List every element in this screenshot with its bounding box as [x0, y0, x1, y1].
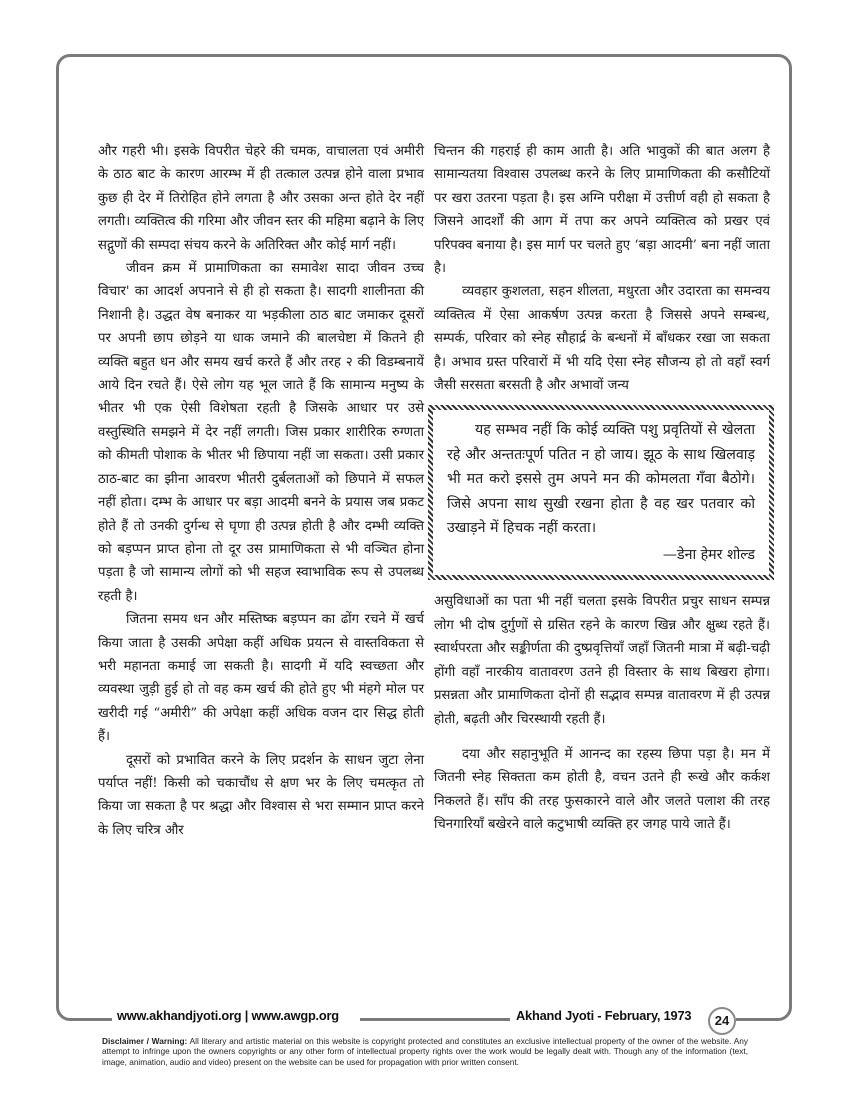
quote-attribution: —डेना हेमर शोल्ड: [662, 546, 755, 563]
disclaimer: [102, 1036, 748, 1067]
left-column: [98, 140, 424, 842]
right-paragraph-2: व्यवहार कुशलता, सहन शीलता, मधुरता और उदारता का समन्वय व्यक्तित्व में ऐसा आकर्षण उत्पन्न करता है जिससे अपने सम्बन्ध, सम्पर्क, परिवार को स्नेह सौहार्द्र के बन्धनों में बाँधकर रखा जा सकता है। अभाव ग्रस्त परिवारों में भी यदि ऐसा स्नेह सौजन्य हो तो वहाँ स्वर्ग जैसी सरसता बरसती है और अभावों जन्य: [434, 284, 770, 394]
quote-text: यह सम्भव नहीं कि कोई व्यक्ति पशु प्रवृतियों से खेलता रहे और अन्ततःपूर्ण पतित न हो जाय। झूठ के साथ खिलवाड़ भी मत करो इससे तुम अपने मन की कोमलता गँवा बैठोगे। जिसे अपना साथ सुखी रखना होता है वह खर पतवार को उखाड़ने में हिचक नहीं करता।: [447, 422, 755, 537]
page-number-badge: 24: [708, 1007, 736, 1035]
left-paragraph-4: दूसरों को प्रभावित करने के लिए प्रदर्शन के साधन जुटा लेना पर्याप्त नहीं! किसी को चकाचौंध से क्षण भर के लिए चमत्कृत तो किया जा सकता है पर श्रद्धा और विश्वास से भरा सम्मान प्राप्त करने के लिए चरित्र और: [98, 752, 424, 838]
quote-box: [428, 405, 774, 580]
disclaimer-text: All literary and artistic material on this website is copyright protected and constitutes an exclusive intellectual property of the owner of the website. Any attempt to infringe upon the owners copyrights or any other form of intellectual property rights over the work would be legally dealt with. Though any of the information (text, image, animation, audio and video) present on the website can be used for propagation with prior written consent.: [102, 1036, 748, 1067]
right-paragraph-1: चिन्तन की गहराई ही काम आती है। अति भावुकों की बात अलग है सामान्यतया विश्वास उपलब्ध करने के लिए प्रामाणिकता की कसौटियों पर खरा उतरना पड़ता है। इस अग्नि परीक्षा में उत्तीर्ण वही हो सकता है जिसने आदर्शों की आग में तपा कर अपने व्यक्तित्व को प्रखर एवं परिपक्व बनाया है। इस मार्ग पर चलते हुए ‘बड़ा आदमी’ बना नहीं जाता है।: [434, 144, 770, 277]
footer-websites[interactable]: www.akhandjyoti.org | www.awgp.org: [117, 1008, 339, 1023]
disclaimer-label: Disclaimer / Warning:: [102, 1036, 188, 1046]
left-paragraph-2: जीवन क्रम में प्रामाणिकता का समावेश सादा जीवन उच्च विचार' का आदर्श अपनाने से ही हो सकता है। सादगी शालीनता की निशानी है। उद्धत वेष बनाकर या भड़कीला ठाठ बाट जमाकर दूसरों पर अपनी छाप छोड़ने या धाक जमाने की बालचेष्टा में कितने ही व्यक्ति बहुत धन और समय खर्च करते हैं और तरह २ की विडम्बनायें आये दिन रचते हैं। ऐसे लोग यह भूल जाते हैं कि सामान्य मनुष्य के भीतर भी एक ऐसी विशेषता रहती है जिसके आधार पर उसे वस्तुस्थिति समझने में देर नहीं लगती। जिस प्रकार शारीरिक रुग्णता को कीमती पोशाक के भीतर भी छिपाया नहीं जा सकता। उसी प्रकार ठाठ-बाट का झीना आवरण भीतरी दुर्बलताओं को छिपाने में सफल नहीं होता। दम्भ के आधार पर बड़ा आदमी बनने के प्रयास जब प्रकट होते हैं तो उनकी दुर्गन्ध से घृणा ही उत्पन्न होती है और दम्भी व्यक्ति को बड़प्पन प्राप्त होना तो दूर उस प्रामाणिकता से भी वञ्चित होना पड़ता है जो सामान्य लोगों को भी सहज स्वाभाविक रूप से उपलब्ध रहती है।: [98, 261, 424, 604]
right-column: [434, 140, 770, 837]
left-paragraph-3: जितना समय धन और मस्तिष्क बड़प्पन का ढोंग रचने में खर्च किया जाता है उसकी अपेक्षा कहीं अधिक प्रयत्न से वास्तविकता से भरी महानता कमाई जा सकती है। सादगी में यदि स्वच्छता और व्यवस्था जुड़ी हुई हो तो वह कम खर्च की होते हुए भी मंहगे मोल पर खरीदी गई “अमीरी” की अपेक्षा कहीं अधिक वजन दार सिद्ध होती हैं।: [98, 612, 424, 745]
footer-publication: Akhand Jyoti - February, 1973: [516, 1008, 692, 1023]
right-paragraph-3: असुविधाओं का पता भी नहीं चलता इसके विपरीत प्रचुर साधन सम्पन्न लोग भी दोष दुर्गुणों से ग्रसित रहने के कारण खिन्न और क्षुब्ध रहते हैं। स्वार्थपरता और सङ्कीर्णता की दुष्प्रवृत्तियाँ जहाँ जितनी मात्रा में बढ़ी-चढ़ी होंगी वहाँ नारकीय वातावरण उतने ही विस्तार के साथ बिखरा होगा। प्रसन्नता और प्रामाणिकता दोनों ही सद्भाव सम्पन्न वातावरण में ही उत्पन्न होती, बढ़ती और चिरस्थायी रहती हैं।: [434, 594, 770, 727]
right-paragraph-4: दया और सहानुभूति में आनन्द का रहस्य छिपा पड़ा है। मन में जितनी स्नेह सिक्तता कम होती है, वचन उतने ही रूखे और कर्कश निकलते हैं। साँप की तरह फुसकारने वाले और जलते पलाश की तरह चिनगारियाँ बखेरने वाले कटुभाषी व्यक्ति हर जगह पाये जाते हैं।: [434, 746, 770, 833]
left-paragraph-1: और गहरी भी। इसके विपरीत चेहरे की चमक, वाचालता एवं अमीरी के ठाठ बाट के कारण आरम्भ में ही तत्काल उत्पन्न होने वाला प्रभाव कुछ ही देर में तिरोहित होने लगता है और उसका अन्त होते देर नहीं लगती। व्यक्तित्व की गरिमा और जीवन स्तर की महिमा बढ़ाने के लिए सद्गुणों की सम्पदा संचय करने के अतिरिक्त और कोई मार्ग नहीं।: [98, 144, 424, 253]
